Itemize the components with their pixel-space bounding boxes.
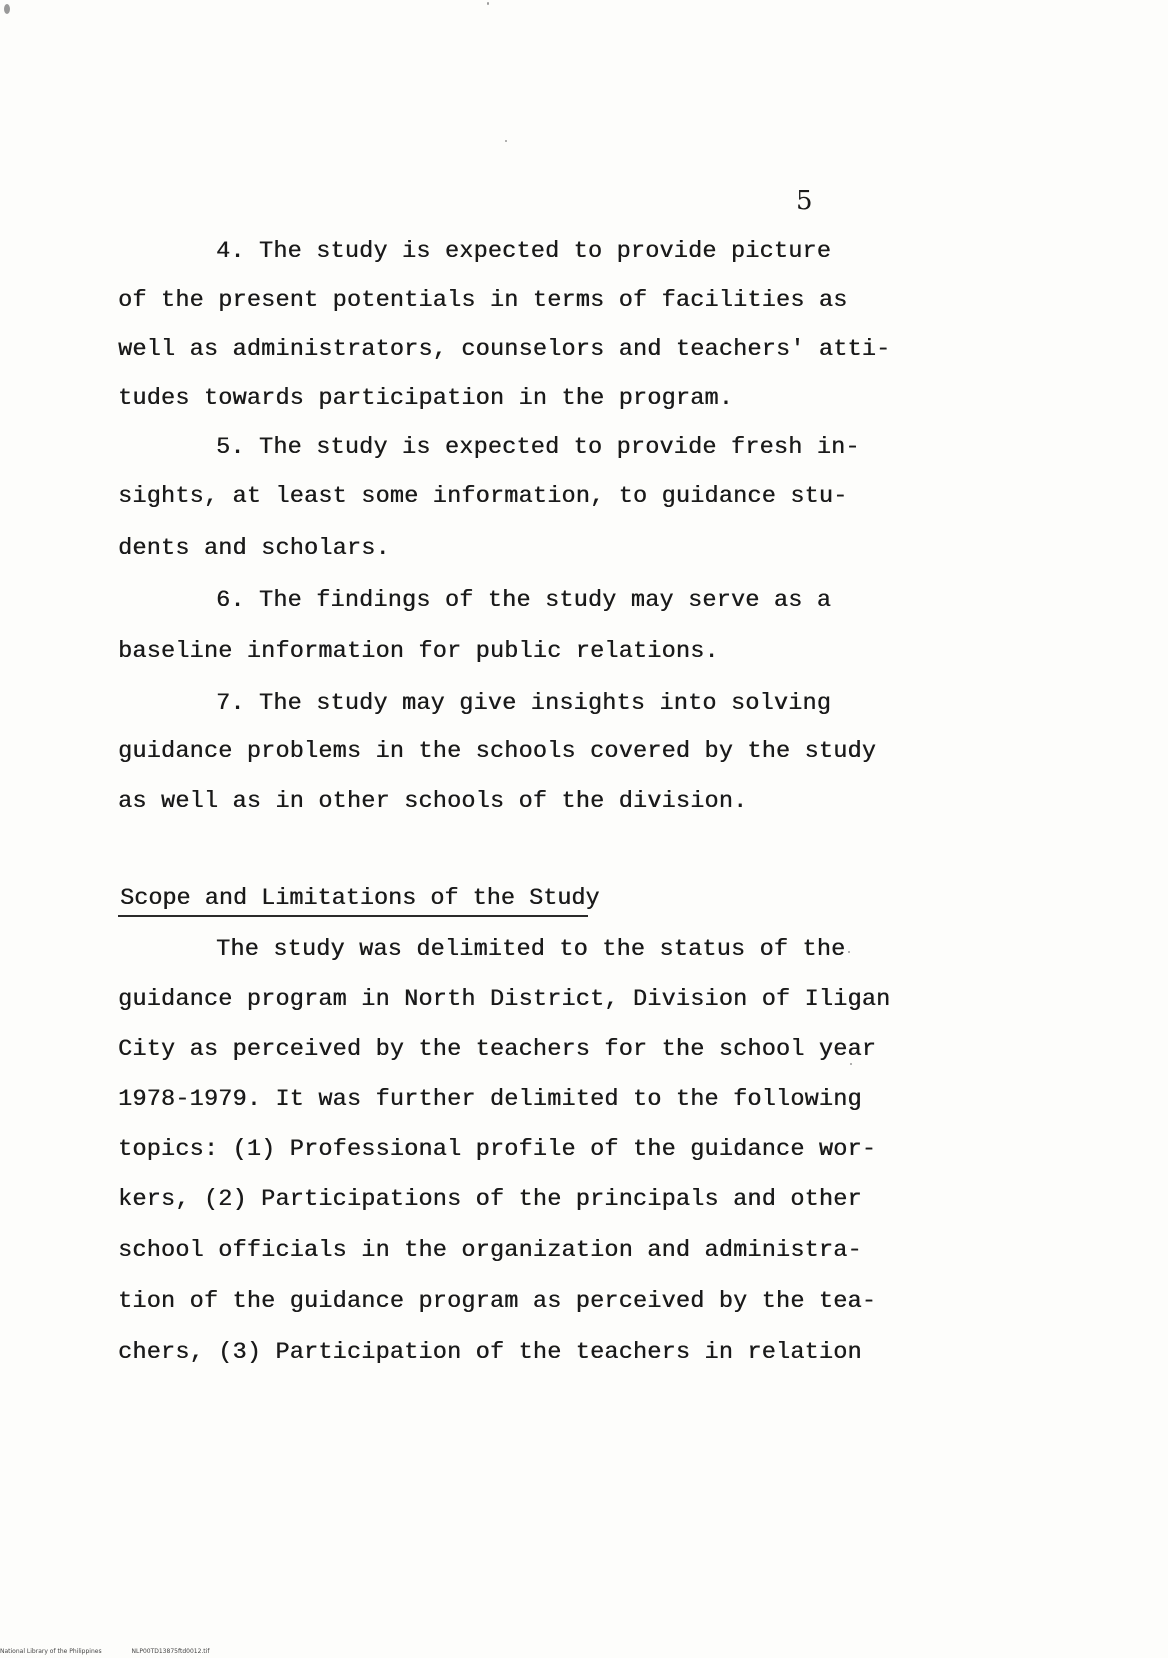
body-line: chers, (3) Participation of the teachers in relation: [118, 1339, 862, 1366]
body-line: tion of the guidance program as perceived by the tea-: [118, 1288, 877, 1315]
scan-speck: [848, 951, 850, 953]
page-number: 5: [796, 186, 813, 216]
body-line: baseline information for public relations.: [118, 638, 719, 665]
list-item-4: 4. The study is expected to provide picture: [216, 238, 831, 265]
scan-speck: [505, 140, 507, 142]
body-line: guidance program in North District, Division of Iligan: [118, 986, 891, 1013]
body-line: sights, at least some information, to guidance stu-: [118, 483, 848, 510]
file-name: NLP00TD13875ftd0012.tif: [131, 1648, 210, 1655]
body-line: well as administrators, counselors and teachers' atti-: [118, 336, 891, 363]
body-line: The study was delimited to the status of the: [216, 936, 846, 963]
scan-speck: [487, 2, 489, 5]
body-line: City as perceived by the teachers for the school year: [118, 1036, 877, 1063]
body-line: tudes towards participation in the program.: [118, 385, 733, 412]
body-line: of the present potentials in terms of facilities as: [118, 287, 848, 314]
library-credit: National Library of the Philippines: [0, 1648, 102, 1655]
list-item-7: 7. The study may give insights into solving: [216, 690, 831, 717]
scan-speck: [850, 1063, 852, 1065]
heading-underline: [118, 915, 588, 917]
body-line: topics: (1) Professional profile of the guidance wor-: [118, 1136, 877, 1163]
body-line: guidance problems in the schools covered by the study: [118, 738, 877, 765]
body-line: dents and scholars.: [118, 535, 390, 562]
list-item-6: 6. The findings of the study may serve as a: [216, 587, 831, 614]
body-line: kers, (2) Participations of the principals and other: [118, 1186, 862, 1213]
body-line: school officials in the organization and administra-: [118, 1237, 862, 1264]
scan-speck: [4, 4, 10, 14]
body-line: 1978-1979. It was further delimited to the following: [118, 1086, 862, 1113]
list-item-5: 5. The study is expected to provide fresh in-: [216, 434, 860, 461]
section-heading: Scope and Limitations of the Study: [120, 885, 600, 912]
scan-footer: [0, 1648, 237, 1655]
body-line: as well as in other schools of the division.: [118, 788, 748, 815]
